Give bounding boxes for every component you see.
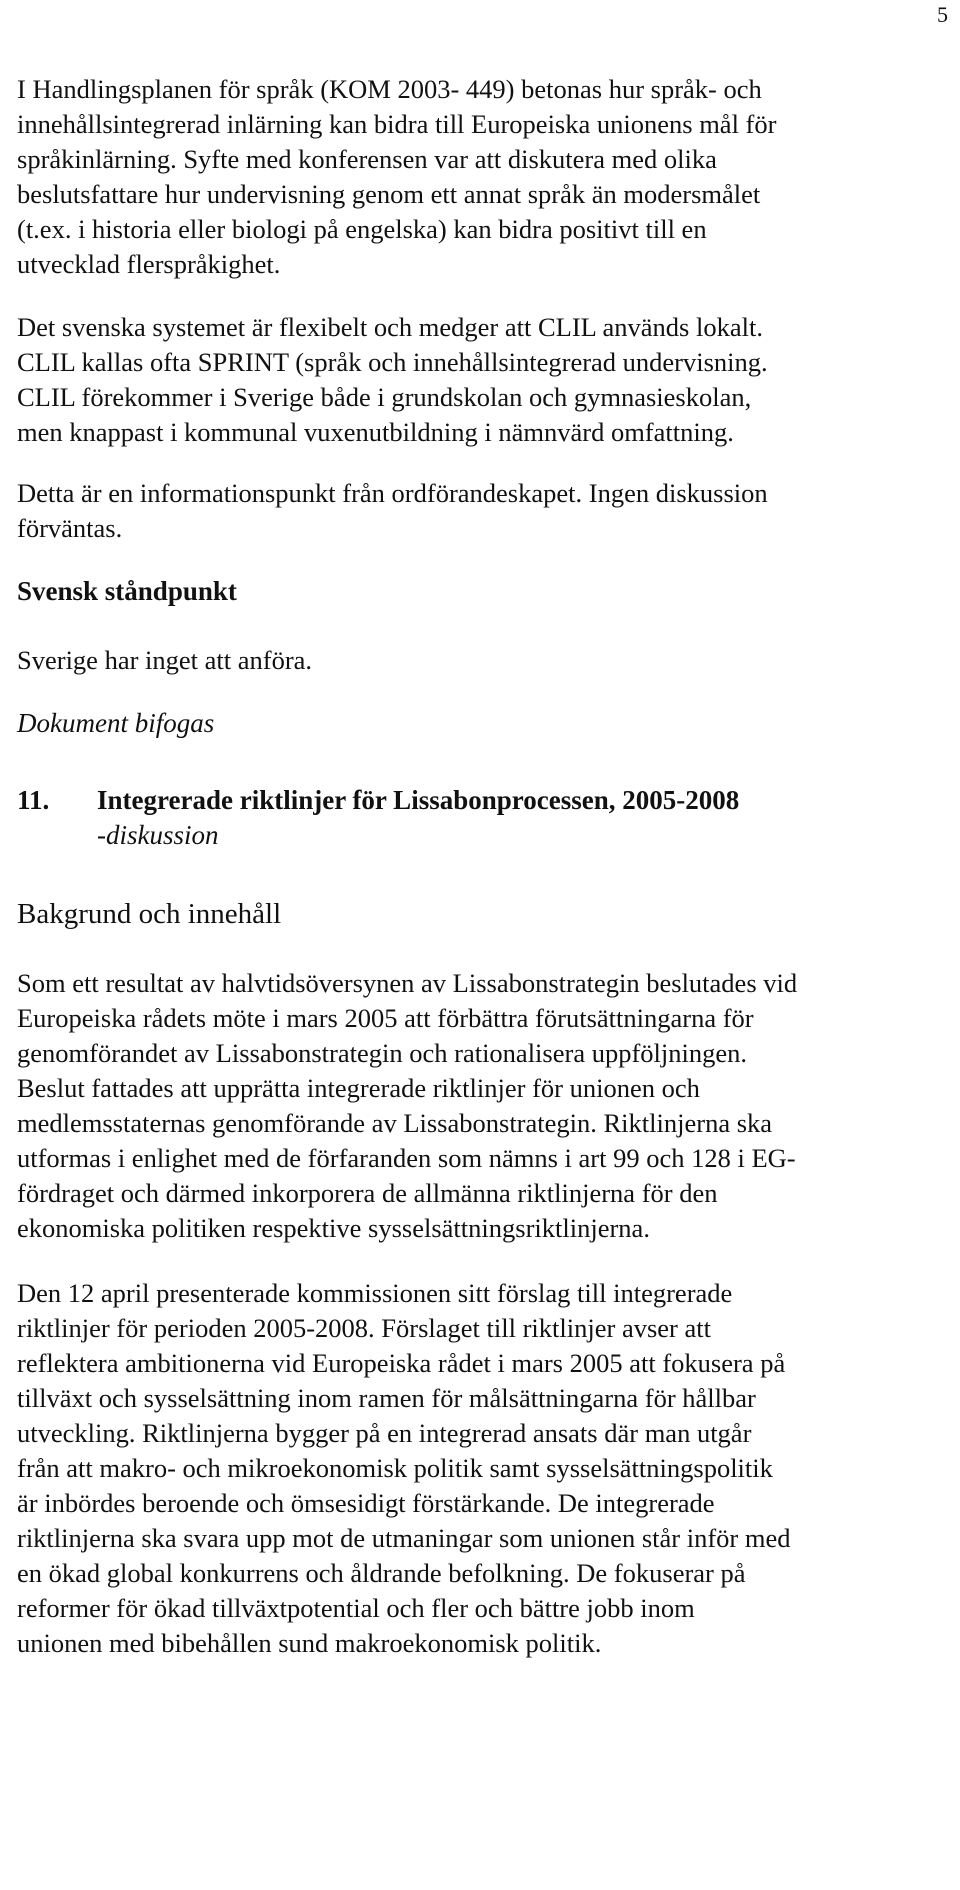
documents-attached-note: Dokument bifogas <box>17 708 215 738</box>
page-number: 5 <box>937 2 948 27</box>
text-line: från att makro- och mikroekonomisk politik samt sysselsättningspolitik <box>17 1453 773 1483</box>
text-line: reformer för ökad tillväxtpotential och fler och bättre jobb inom <box>17 1593 695 1623</box>
text-line: en ökad global konkurrens och åldrande befolkning. De fokuserar på <box>17 1558 746 1588</box>
document-body <box>17 72 947 1661</box>
swedish-position-heading: Svensk ståndpunkt <box>17 576 237 606</box>
text-line: förväntas. <box>17 513 123 543</box>
text-line: medlemsstaternas genomförande av Lissabonstrategin. Riktlinjerna ska <box>17 1108 773 1138</box>
text-line: Den 12 april presenterade kommissionen sitt förslag till integrerade <box>17 1278 733 1308</box>
text-line: riktlinjer för perioden 2005-2008. Förslaget till riktlinjer avser att <box>17 1313 711 1343</box>
text-line: ekonomiska politiken respektive sysselsättningsriktlinjerna. <box>17 1213 650 1243</box>
swedish-position-text: Sverige har inget att anföra. <box>17 645 313 675</box>
text-line: CLIL kallas ofta SPRINT (språk och innehållsintegrerad undervisning. <box>17 347 768 377</box>
text-line: Som ett resultat av halvtidsöversynen av Lissabonstrategin beslutades vid <box>17 968 798 998</box>
text-line: men knappast i kommunal vuxenutbildning i nämnvärd omfattning. <box>17 417 734 447</box>
text-line: unionen med bibehållen sund makroekonomisk politik. <box>17 1628 602 1658</box>
text-line: Detta är en informationspunkt från ordförandeskapet. Ingen diskussion <box>17 478 768 508</box>
text-line: är inbördes beroende och ömsesidigt förstärkande. De integrerade <box>17 1488 715 1518</box>
text-line: reflektera ambitionerna vid Europeiska rådet i mars 2005 att fokusera på <box>17 1348 786 1378</box>
text-line: riktlinjerna ska svara upp mot de utmaningar som unionen står inför med <box>17 1523 791 1553</box>
text-line: Beslut fattades att upprätta integrerade riktlinjer för unionen och <box>17 1073 700 1103</box>
agenda-item <box>17 783 947 853</box>
text-line: språkinlärning. Syfte med konferensen var att diskutera med olika <box>17 144 717 174</box>
agenda-item-number: 11. <box>17 785 50 815</box>
text-line: utveckling. Riktlinjerna bygger på en integrerad ansats där man utgår <box>17 1418 752 1448</box>
agenda-item-body <box>97 783 947 853</box>
background-paragraph <box>17 966 947 1246</box>
information-note-paragraph <box>17 476 947 546</box>
text-line: innehållsintegrerad inlärning kan bidra till Europeiska unionens mål för <box>17 109 777 139</box>
text-line: Det svenska systemet är flexibelt och medger att CLIL används lokalt. <box>17 312 763 342</box>
text-line: tillväxt och sysselsättning inom ramen för målsättningarna för hållbar <box>17 1383 756 1413</box>
text-line: genomförandet av Lissabonstrategin och rationalisera uppföljningen. <box>17 1038 748 1068</box>
text-line: (t.ex. i historia eller biologi på engelska) kan bidra positivt till en <box>17 214 707 244</box>
text-line: utformas i enlighet med de förfaranden som nämns i art 99 och 128 i EG- <box>17 1143 796 1173</box>
text-line: I Handlingsplanen för språk (KOM 2003- 449) betonas hur språk- och <box>17 74 762 104</box>
text-line: utvecklad flerspråkighet. <box>17 249 281 279</box>
background-heading: Bakgrund och innehåll <box>17 898 282 930</box>
text-line: fördraget och därmed inkorporera de allmänna riktlinjerna för den <box>17 1178 718 1208</box>
agenda-item-title: Integrerade riktlinjer för Lissabonprocessen, 2005-2008 <box>97 785 740 815</box>
text-line: CLIL förekommer i Sverige både i grundskolan och gymnasieskolan, <box>17 382 752 412</box>
text-line: Europeiska rådets möte i mars 2005 att förbättra förutsättningarna för <box>17 1003 754 1033</box>
text-line: beslutsfattare hur undervisning genom ett annat språk än modersmålet <box>17 179 761 209</box>
clil-paragraph <box>17 310 947 450</box>
intro-paragraph <box>17 72 947 282</box>
agenda-item-subtitle: -diskussion <box>97 820 219 850</box>
proposal-paragraph <box>17 1276 947 1661</box>
